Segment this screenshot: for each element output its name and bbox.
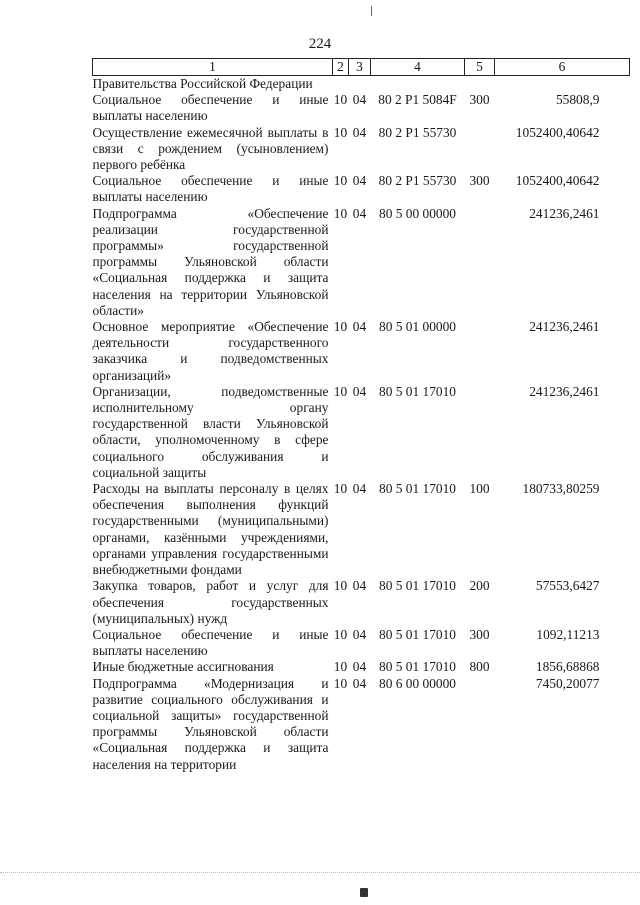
row-subsection: 04	[352, 659, 367, 675]
row-expense-type	[465, 125, 495, 174]
row-amount: 1092,11213	[536, 626, 600, 642]
row-target-code: 80 5 01 17010	[379, 481, 456, 497]
row-target-code	[371, 76, 465, 93]
row-target-code: 80 5 01 17010	[379, 626, 456, 642]
row-section: 10	[333, 626, 348, 642]
row-target-code: 80 5 01 17010	[379, 659, 456, 675]
row-subsection: 04	[352, 173, 367, 189]
row-name: Организации, подведомственные исполнительному органу государственной власти Ульяновской области, уполномоченному в сфере социального обслуживания и социальной защиты	[92, 383, 329, 480]
row-amount: 1052400,40642	[515, 124, 600, 140]
row-target-code: 80 5 01 17010	[379, 383, 456, 399]
row-expense-type	[465, 206, 495, 319]
row-section	[333, 76, 349, 93]
header-col-5: 5	[465, 59, 495, 76]
row-expense-type	[465, 76, 495, 93]
row-amount: 57553,6427	[535, 578, 600, 594]
row-name: Правительства Российской Федерации	[92, 76, 313, 91]
row-section: 10	[333, 578, 348, 594]
row-expense-type	[465, 676, 495, 773]
row-name: Основное мероприятие «Обеспечение деятельности государственного заказчика и подведомственных организаций»	[92, 319, 329, 383]
row-amount: 1856,68868	[535, 659, 600, 675]
row-name: Иные бюджетные ассигнования	[92, 659, 274, 675]
row-expense-type: 800	[469, 659, 490, 675]
table-row	[93, 125, 630, 174]
table-row	[93, 627, 630, 659]
row-expense-type: 200	[469, 578, 490, 594]
row-amount	[495, 76, 630, 93]
header-col-1: 1	[93, 59, 333, 76]
table-header-row	[93, 59, 630, 76]
row-section: 10	[333, 481, 348, 497]
row-target-code: 80 2 P1 55730	[378, 124, 457, 140]
table-row	[93, 384, 630, 481]
row-expense-type	[465, 319, 495, 384]
row-amount: 7450,20077	[535, 675, 600, 691]
row-amount: 55808,9	[555, 92, 600, 108]
row-section: 10	[333, 124, 348, 140]
row-name: Социальное обеспечение и иные выплаты населению	[92, 173, 329, 205]
row-name: Расходы на выплаты персоналу в целях обеспечения выполнения функций государственными (муниципальными) органами, казёнными учреждениями, органами управления государственными внебюджетными фондами	[92, 481, 329, 578]
row-target-code: 80 2 P1 5084F	[378, 92, 457, 108]
table-row	[93, 76, 630, 93]
table-row	[93, 206, 630, 319]
row-section: 10	[333, 92, 348, 108]
row-subsection: 04	[352, 124, 367, 140]
header-col-2: 2	[333, 59, 349, 76]
row-target-code: 80 5 01 00000	[379, 319, 456, 335]
scan-mark-bottom	[360, 888, 368, 897]
row-subsection: 04	[352, 578, 367, 594]
row-amount: 241236,2461	[529, 383, 600, 399]
table-row	[93, 173, 630, 205]
row-expense-type	[465, 384, 495, 481]
row-subsection: 04	[352, 626, 367, 642]
header-col-4: 4	[371, 59, 465, 76]
table-row	[93, 676, 630, 773]
row-target-code: 80 6 00 00000	[379, 675, 456, 691]
row-section: 10	[333, 383, 348, 399]
row-subsection: 04	[352, 481, 367, 497]
row-target-code: 80 5 00 00000	[379, 205, 456, 221]
row-name: Социальное обеспечение и иные выплаты населению	[92, 626, 329, 659]
row-section: 10	[333, 173, 348, 189]
table-row	[93, 578, 630, 627]
row-amount: 1052400,40642	[515, 173, 600, 189]
row-name: Осуществление ежемесячной выплаты в связи с рождением (усыновлением) первого ребёнка	[92, 124, 329, 173]
row-expense-type: 300	[469, 626, 490, 642]
page-number: 224	[308, 36, 332, 52]
row-name: Подпрограмма «Обеспечение реализации государственной программы» государственной программы Ульяновской области «Социальная поддержка и защита населения на территории Ульяновской области»	[92, 205, 329, 318]
row-expense-type: 300	[469, 173, 490, 189]
row-subsection: 04	[352, 383, 367, 399]
row-subsection: 04	[352, 205, 367, 221]
row-section: 10	[333, 675, 348, 691]
scan-mark-top	[371, 6, 372, 16]
header-col-3: 3	[349, 59, 371, 76]
row-expense-type: 300	[469, 92, 490, 108]
row-name: Подпрограмма «Модернизация и развитие социального обслуживания и социальной защиты» государственной программы Ульяновской области «Социальная поддержка и защита населения на территории	[92, 675, 329, 772]
row-subsection: 04	[352, 319, 367, 335]
budget-table	[92, 58, 630, 773]
row-amount: 241236,2461	[529, 205, 600, 221]
row-subsection: 04	[352, 92, 367, 108]
table-row	[93, 319, 630, 384]
row-section: 10	[333, 659, 348, 675]
table-row	[93, 481, 630, 578]
row-amount: 180733,80259	[522, 481, 600, 497]
scan-noise-line	[0, 872, 640, 874]
row-name: Социальное обеспечение и иные выплаты населению	[92, 92, 329, 124]
header-col-6: 6	[495, 59, 630, 76]
row-amount: 241236,2461	[529, 319, 600, 335]
row-subsection: 04	[352, 675, 367, 691]
row-name: Закупка товаров, работ и услуг для обеспечения государственных (муниципальных) нужд	[92, 578, 329, 626]
row-target-code: 80 5 01 17010	[379, 578, 456, 594]
row-target-code: 80 2 P1 55730	[378, 173, 457, 189]
row-section: 10	[333, 319, 348, 335]
table-row	[93, 92, 630, 124]
row-expense-type: 100	[469, 481, 490, 497]
row-section: 10	[333, 205, 348, 221]
table-row	[93, 659, 630, 675]
row-subsection	[349, 76, 371, 93]
